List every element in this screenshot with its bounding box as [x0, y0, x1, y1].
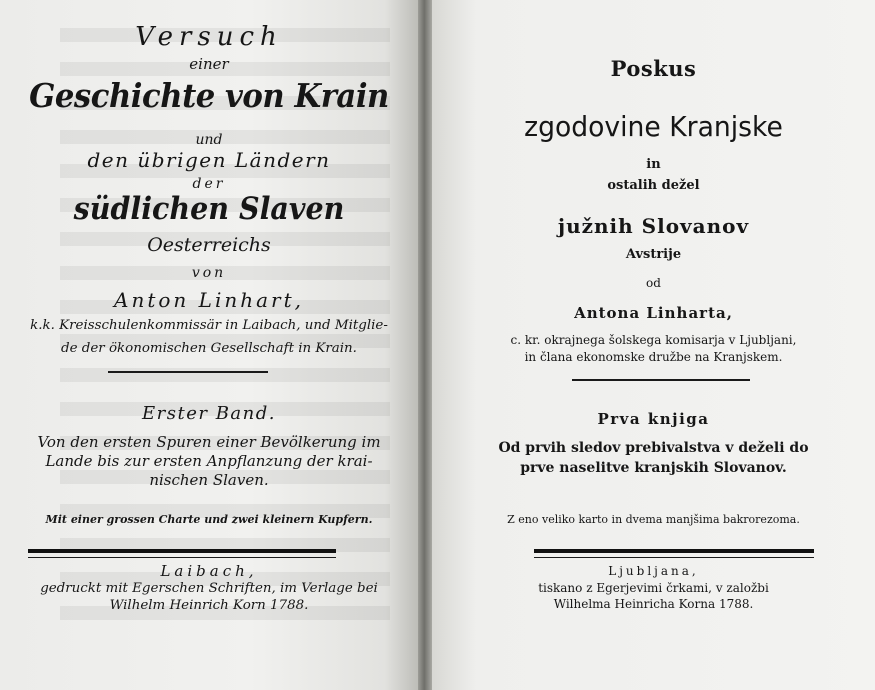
- left-title-einer: einer: [189, 55, 229, 73]
- right-title-main: zgodovine Kranjske: [524, 110, 783, 143]
- right-page: [432, 0, 875, 690]
- book-gutter: [418, 0, 432, 690]
- right-od: od: [646, 276, 661, 290]
- right-title-slovanov: južnih Slovanov: [557, 214, 750, 238]
- right-author: Antona Linharta,: [574, 304, 733, 322]
- right-author-title-2: in člana ekonomske družbe na Kranjskem.: [524, 350, 783, 364]
- left-double-rule-bottom: [28, 557, 336, 558]
- left-title-der: der: [192, 176, 226, 192]
- left-title-laendern: den übrigen Ländern: [87, 148, 331, 172]
- left-title-slaven: südlichen Slaven: [73, 191, 345, 227]
- left-place: Laibach,: [160, 562, 258, 580]
- left-author-title-1: k.k. Kreisschulenkommissär in Laibach, und Mitglie-: [30, 318, 388, 333]
- left-illustrations-note: Mit einer grossen Charte und zwei kleinern Kupfern.: [45, 513, 373, 526]
- right-title-dezel: ostalih dežel: [607, 178, 700, 193]
- left-title-main: Geschichte von Krain: [29, 76, 389, 115]
- left-subtitle-3: nischen Slaven.: [149, 471, 269, 489]
- right-imprint-1: tiskano z Egerjevimi črkami, v založbi: [538, 581, 769, 595]
- left-title-oesterreichs: Oesterreichs: [147, 234, 271, 256]
- left-title-und: und: [195, 132, 223, 148]
- left-imprint-2: Wilhelm Heinrich Korn 1788.: [109, 598, 309, 613]
- right-title-avstrije: Avstrije: [625, 247, 682, 262]
- left-author-title-2: de der ökonomischen Gesellschaft in Krain.: [61, 341, 357, 356]
- right-subtitle-1: Od prvih sledov prebivalstva v deželi do: [498, 440, 809, 456]
- right-volume: Prva knjiga: [597, 410, 710, 428]
- left-author: Anton Linhart,: [114, 288, 304, 312]
- right-author-title-1: c. kr. okrajnega šolskega komisarja v Ljubljani,: [510, 333, 797, 347]
- left-title-versuch: Versuch: [135, 22, 283, 52]
- left-double-rule-top: [28, 549, 336, 553]
- right-subtitle-2: prve naselitve kranjskih Slovanov.: [520, 460, 787, 476]
- right-title-poskus: Poskus: [610, 56, 697, 81]
- right-double-rule-bottom: [534, 557, 814, 558]
- left-volume: Erster Band.: [142, 403, 276, 424]
- left-von: von: [191, 265, 227, 281]
- right-place: Ljubljana,: [608, 564, 699, 578]
- left-page: [0, 0, 418, 690]
- left-short-rule: [108, 371, 268, 373]
- right-illustrations-note: Z eno veliko karto in dvema manjšima bakrorezoma.: [507, 513, 800, 526]
- right-title-in: in: [646, 157, 661, 172]
- right-imprint-2: Wilhelma Heinricha Korna 1788.: [553, 597, 754, 611]
- right-short-rule: [572, 379, 750, 381]
- left-subtitle-2: Lande bis zur ersten Anpflanzung der krai-: [45, 452, 373, 470]
- left-subtitle-1: Von den ersten Spuren einer Bevölkerung im: [37, 433, 381, 451]
- left-imprint-1: gedruckt mit Egerschen Schriften, im Verlage bei: [40, 581, 378, 596]
- right-double-rule-top: [534, 549, 814, 553]
